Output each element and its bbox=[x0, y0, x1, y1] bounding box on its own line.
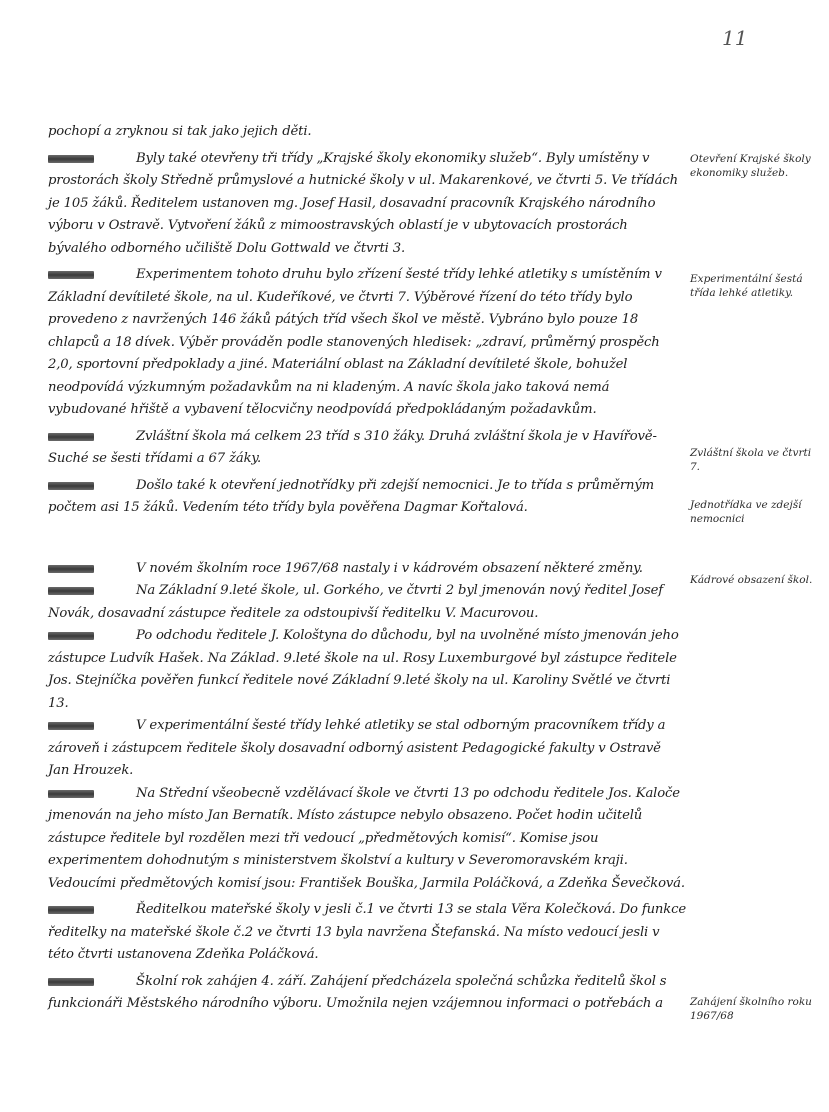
paragraph-marker bbox=[48, 482, 94, 490]
paragraph-marker bbox=[48, 565, 94, 573]
paragraph-text: Zvláštní škola má celkem 23 tříd s 310 žáky. Druhá zvláštní škola je v Havířově-Suché se šesti třídami a 67 žáky. bbox=[48, 428, 657, 466]
paragraph-text: Na Základní 9.leté škole, ul. Gorkého, ve čtvrti 2 byl jmenován nový ředitel Josef Novák, dosavadní zástupce ředitele za odstoupivší ředitelku V. Macurovou. bbox=[48, 583, 664, 621]
paragraph bbox=[48, 580, 686, 625]
page-number: 11 bbox=[722, 26, 748, 50]
paragraph: pochopí a zryknou si tak jako jejich děti. bbox=[48, 124, 312, 139]
paragraph-marker bbox=[48, 632, 94, 640]
paragraph-text: Došlo také k otevření jednotřídky při zdejší nemocnici. Je to třída s průměrným počtem asi 15 žáků. Vedením této třídy byla pověřena Dagmar Kořtalová. bbox=[48, 477, 655, 515]
paragraph bbox=[48, 899, 686, 967]
paragraph-text: Po odchodu ředitele J. Kološtyna do důchodu, byl na uvolněné místo jmenován jeho zástupce Ludvík Hašek. Na Základ. 9.leté škole na ul. Rosy Luxemburgové byl zástupce ředitele Jos. Stejníčka pověřen funkcí ředitele nové Základní 9.leté školy na ul. Karoliny Světlé ve čtvrti 13. bbox=[48, 628, 679, 711]
paragraph bbox=[48, 625, 686, 715]
paragraph bbox=[48, 426, 686, 471]
paragraph-marker bbox=[48, 722, 94, 730]
paragraph-marker bbox=[48, 790, 94, 798]
paragraph bbox=[48, 264, 686, 422]
paragraph-text: V experimentální šesté třídy lehké atletiky se stal odborným pracovníkem třídy a zároveň i zástupcem ředitele školy dosavadní odborný asistent Pedagogické fakulty v Ostravě Jan Hrouzek. bbox=[48, 718, 666, 778]
paragraph-marker bbox=[48, 906, 94, 914]
paragraph-marker bbox=[48, 587, 94, 595]
paragraph-text: Ředitelkou mateřské školy v jesli č.1 ve čtvrti 13 se stala Věra Kolečková. Do funkce ředitelky na mateřské škole č.2 ve čtvrti 13 byla navržena Štefanská. Na místo vedoucí jesli v této čtvrti ustanovena Zdeňka Poláčková. bbox=[48, 902, 686, 962]
margin-note: Zahájení školního roku 1967/68 bbox=[690, 996, 812, 1022]
paragraph-marker bbox=[48, 155, 94, 163]
paragraph bbox=[48, 783, 686, 896]
paragraph-text: Byly také otevřeny tři třídy „Krajské školy ekonomiky služeb“. Byly umístěny v prostorách školy Středně průmyslové a hutnické školy v ul. Makarenkové, ve čtvrti 5. Ve třídách je 105 žáků. Ředitelem ustanoven mg. Josef Hasil, dosavadní pracovník Krajského národního výboru v Ostravě. Vytvoření žáků z mimoostravských oblastí je v ubytovacích prostorách bývalého odborného učiliště Dolu Gottwald ve čtvrti 3. bbox=[48, 150, 678, 256]
margin-note: Experimentální šestá třída lehké atletiky. bbox=[690, 273, 803, 299]
paragraph-text: Školní rok zahájen 4. září. Zahájení předcházela společná schůzka ředitelů škol s funkcionáři Městského národního výboru. Umožnila nejen vzájemnou informaci o potřebách a bbox=[48, 973, 667, 1011]
margin-note: Zvláštní škola ve čtvrti 7. bbox=[690, 447, 812, 473]
paragraph bbox=[48, 148, 686, 261]
paragraph bbox=[48, 558, 686, 581]
margin-note: Kádrové obsazení škol. bbox=[690, 574, 813, 586]
paragraph-text: Experimentem tohoto druhu bylo zřízení šesté třídy lehké atletiky s umístěním v Základní devítileté škole, na ul. Kudeříkové, ve čtvrti 7. Výběrové řízení do této třídy bylo provedeno z navržených 146 žáků pátých tříd všech škol ve městě. Vybráno bylo pouze 18 chlapců a 18 dívek. Výběr prováděn podle stanovených hledisek: „zdraví, průměrný prospěch 2,0, sportovní předpoklady a jiné. Materiální oblast na Základní devítileté škole, bohužel neodpovídá výzkumným požadavkům na ni kladeným. A navíc škola jako taková nemá vybudované hřiště a vybavení tělocvičny neodpovídá předpokládaným požadavkům. bbox=[48, 267, 662, 417]
paragraph-text: V novém školním roce 1967/68 nastaly i v kádrovém obsazení některé změny. bbox=[136, 560, 643, 576]
paragraph bbox=[48, 475, 686, 520]
paragraph-marker bbox=[48, 271, 94, 279]
margin-note: Otevření Krajské školy ekonomiky služeb. bbox=[690, 153, 811, 179]
margin-note: Jednotřídka ve zdejší nemocnici bbox=[690, 499, 802, 525]
paragraph-marker bbox=[48, 978, 94, 986]
paragraph-text: Na Střední všeobecně vzdělávací škole ve čtvrti 13 po odchodu ředitele Jos. Kaloče jmenován na jeho místo Jan Bernatík. Místo zástupce nebylo obsazeno. Počet hodin učitelů zástupce ředitele byl rozdělen mezi tři vedoucí „předmětových komisí“. Komise jsou experimentem dohodnutým s ministerstvem školství a kultury v Severomoravském kraji. Vedoucími předmětových komisí jsou: František Bouška, Jarmila Poláčková, a Zdeňka Ševečková. bbox=[48, 785, 685, 891]
main-text bbox=[48, 121, 686, 1016]
paragraph bbox=[48, 971, 686, 1016]
paragraph-marker bbox=[48, 433, 94, 441]
paragraph bbox=[48, 715, 686, 783]
